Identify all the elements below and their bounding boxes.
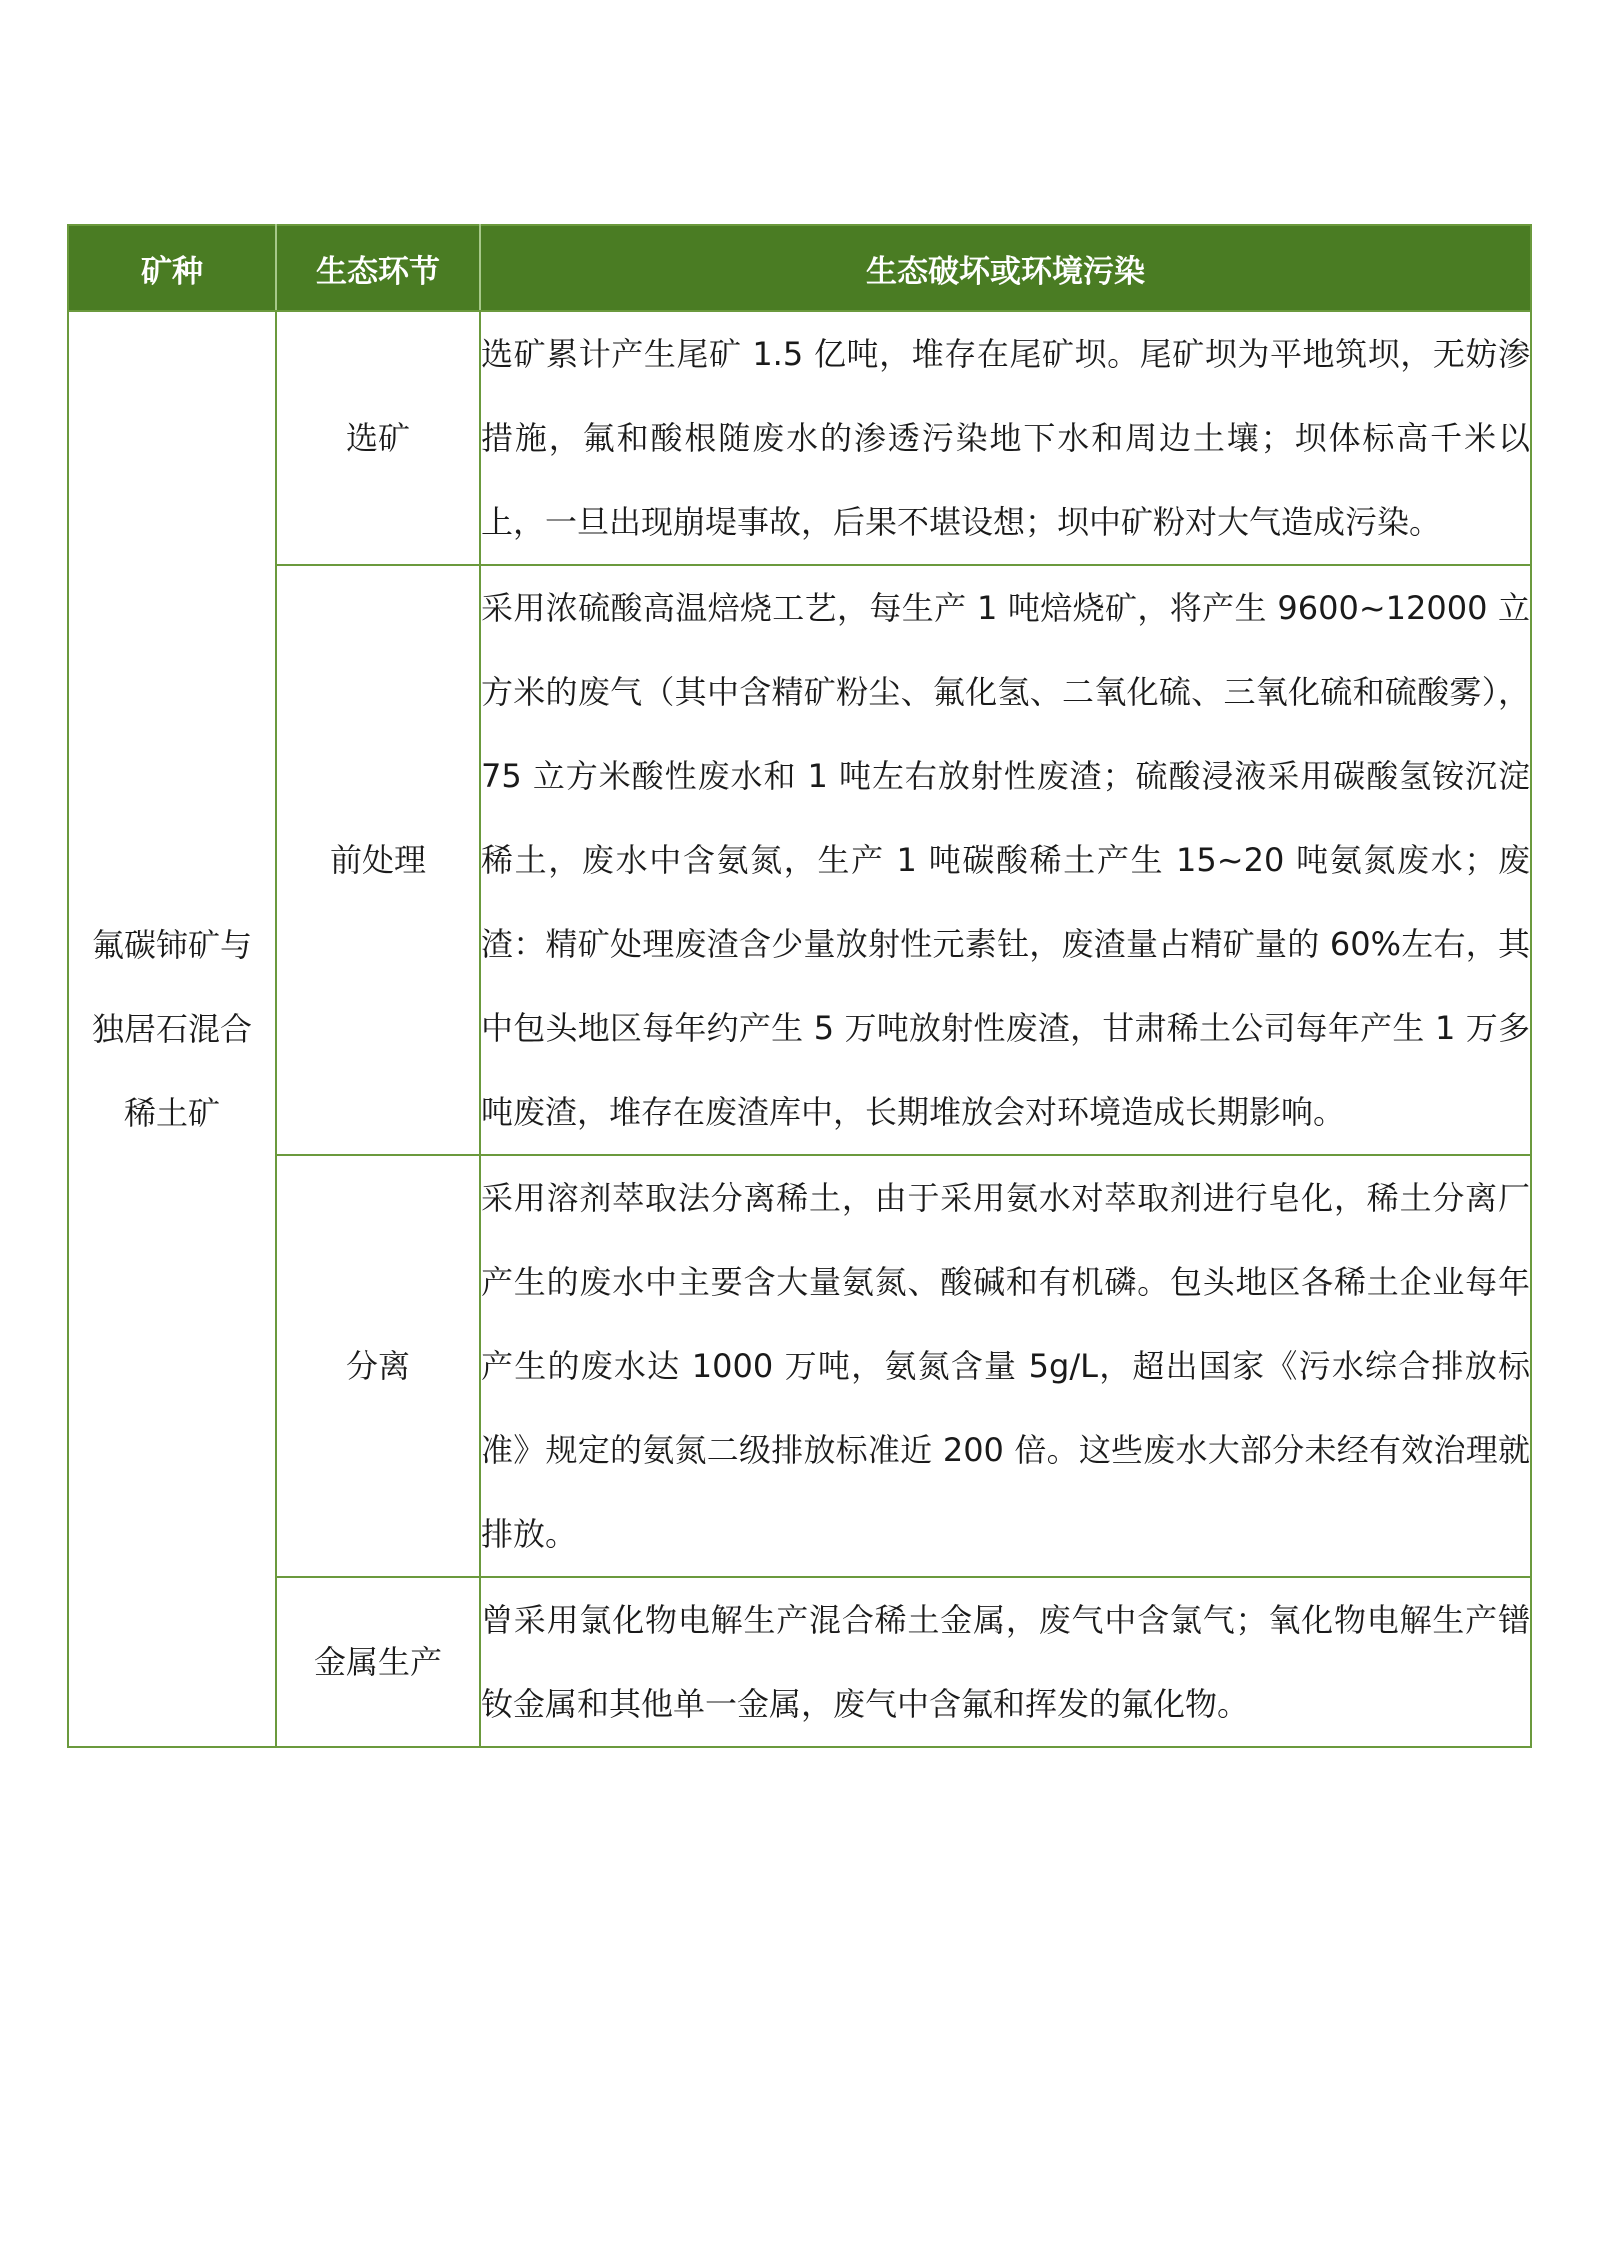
- mineral-cell: [68, 311, 276, 1747]
- table-row: [68, 1577, 1531, 1747]
- impact-cell: 采用溶剂萃取法分离稀土，由于采用氨水对萃取剂进行皂化，稀土分离厂产生的废水中主要含大量氨氮、酸碱和有机磷。包头地区各稀土企业每年产生的废水达 1000 万吨，氨氮含量 5g/L，超出国家《污水综合排放标准》规定的氨氮二级排放标准近 200 倍。这些废水大部分未经有效治理就排放。: [480, 1155, 1531, 1577]
- stage-cell: 前处理: [276, 565, 480, 1155]
- table-row: [68, 565, 1531, 1155]
- header-mineral: 矿种: [68, 225, 276, 311]
- header-stage: 生态环节: [276, 225, 480, 311]
- stage-cell: 选矿: [276, 311, 480, 565]
- table-row: [68, 1155, 1531, 1577]
- stage-cell: 分离: [276, 1155, 480, 1577]
- header-impact: 生态破坏或环境污染: [480, 225, 1531, 311]
- table-row: [68, 311, 1531, 565]
- table-header-row: [68, 225, 1531, 311]
- stage-cell: 金属生产: [276, 1577, 480, 1747]
- ecology-impact-table: [67, 224, 1532, 1748]
- mineral-name: 氟碳铈矿与独居石混合稀土矿: [92, 926, 253, 1132]
- impact-cell: 采用浓硫酸高温焙烧工艺，每生产 1 吨焙烧矿，将产生 9600~12000 立方米的废气（其中含精矿粉尘、氟化氢、二氧化硫、三氧化硫和硫酸雾），75 立方米酸性废水和 1 吨左右放射性废渣；硫酸浸液采用碳酸氢铵沉淀稀土，废水中含氨氮，生产 1 吨碳酸稀土产生 15~20 吨氨氮废水；废渣：精矿处理废渣含少量放射性元素钍，废渣量占精矿量的 60%左右，其中包头地区每年约产生 5 万吨放射性废渣，甘肃稀土公司每年产生 1 万多吨废渣，堆存在废渣库中，长期堆放会对环境造成长期影响。: [480, 565, 1531, 1155]
- impact-cell: 曾采用氯化物电解生产混合稀土金属，废气中含氯气；氧化物电解生产镨钕金属和其他单一金属，废气中含氟和挥发的氟化物。: [480, 1577, 1531, 1747]
- impact-cell: 选矿累计产生尾矿 1.5 亿吨，堆存在尾矿坝。尾矿坝为平地筑坝，无妨渗措施，氟和酸根随废水的渗透污染地下水和周边土壤；坝体标高千米以上，一旦出现崩堤事故，后果不堪设想；坝中矿粉对大气造成污染。: [480, 311, 1531, 565]
